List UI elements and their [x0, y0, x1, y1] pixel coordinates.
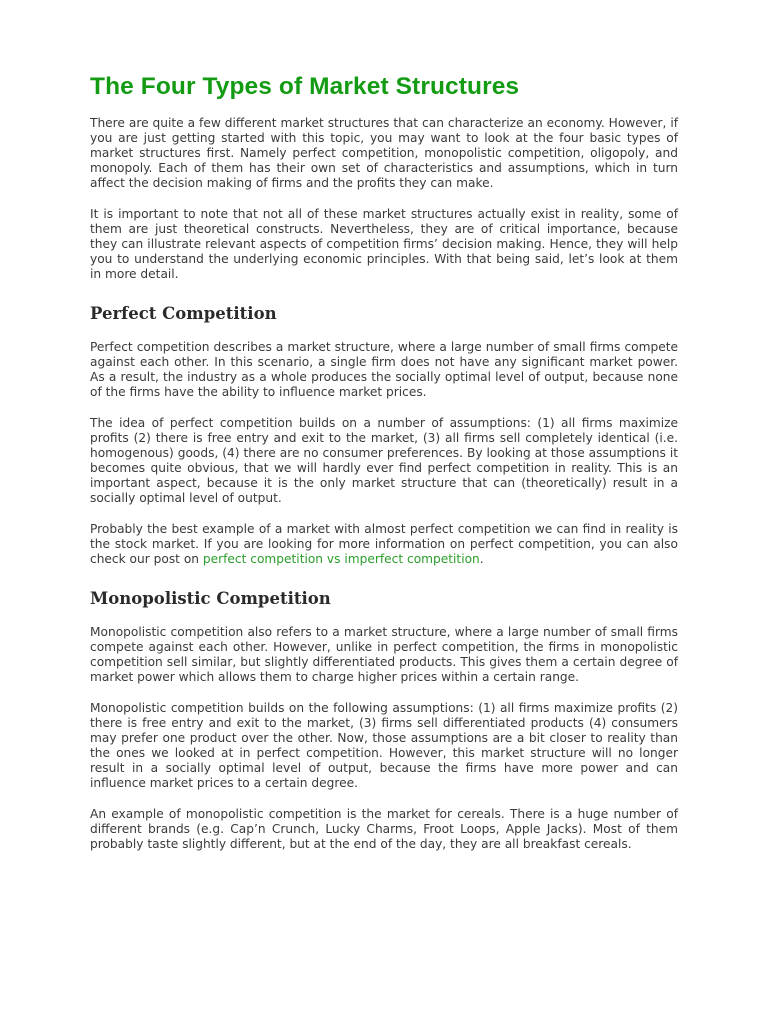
- perfect-competition-paragraph-3-text: Probably the best example of a market with almost perfect competition we can find in reality is the stock market. If you are looking for more information on perfect competition, you can also check our post on: [90, 522, 678, 566]
- perfect-competition-paragraph-3: [90, 522, 678, 567]
- perfect-competition-paragraph-3-end: .: [479, 552, 484, 566]
- perfect-vs-imperfect-competition-link[interactable]: perfect competition vs imperfect competition: [202, 552, 480, 566]
- section-heading-monopolistic-competition: Monopolistic Competition: [90, 589, 331, 608]
- monopolistic-competition-paragraph-2: Monopolistic competition builds on the following assumptions: (1) all firms maximize profits (2) there is free entry and exit to the market, (3) firms sell differentiated products (4) consumers may prefer one product over the other. Now, those assumptions are a bit closer to reality than the ones we looked at in perfect competition. However, this market structure will no longer result in a socially optimal level of output, because the firms have more power and can influence market prices to a certain degree.: [90, 701, 678, 790]
- perfect-competition-paragraph-1: Perfect competition describes a market structure, where a large number of small firms compete against each other. In this scenario, a single firm does not have any significant market power. As a result, the industry as a whole produces the socially optimal level of output, because none of the firms have the ability to influence market prices.: [90, 340, 678, 399]
- monopolistic-competition-paragraph-3: An example of monopolistic competition is the market for cereals. There is a huge number of different brands (e.g. Cap’n Crunch, Lucky Charms, Froot Loops, Apple Jacks). Most of them probably taste slightly different, but at the end of the day, they are all breakfast cereals.: [90, 807, 678, 851]
- article: [90, 70, 678, 868]
- section-heading-perfect-competition: Perfect Competition: [90, 304, 277, 323]
- perfect-competition-paragraph-2: The idea of perfect competition builds on a number of assumptions: (1) all firms maximize profits (2) there is free entry and exit to the market, (3) all firms sell completely identical (i.e. homogenous) goods, (4) there are no consumer preferences. By looking at those assumptions it becomes quite obvious, that we will hardly ever find perfect competition in reality. This is an important aspect, because it is the only market structure that can (theoretically) result in a socially optimal level of output.: [90, 416, 678, 505]
- intro-paragraph-1: There are quite a few different market structures that can characterize an economy. However, if you are just getting started with this topic, you may want to look at the four basic types of market structures first. Namely perfect competition, monopolistic competition, oligopoly, and monopoly. Each of them has their own set of characteristics and assumptions, which in turn affect the decision making of firms and the profits they can make.: [90, 116, 678, 190]
- page-title: The Four Types of Market Structures: [90, 73, 520, 100]
- intro-paragraph-2: It is important to note that not all of these market structures actually exist in reality, some of them are just theoretical constructs. Nevertheless, they are of critical importance, because they can illustrate relevant aspects of competition firms’ decision making. Hence, they will help you to understand the underlying economic principles. With that being said, let’s look at them in more detail.: [90, 207, 678, 281]
- monopolistic-competition-paragraph-1: Monopolistic competition also refers to a market structure, where a large number of small firms compete against each other. However, unlike in perfect competition, the firms in monopolistic competition sell similar, but slightly differentiated products. This gives them a certain degree of market power which allows them to charge higher prices within a certain range.: [90, 625, 678, 684]
